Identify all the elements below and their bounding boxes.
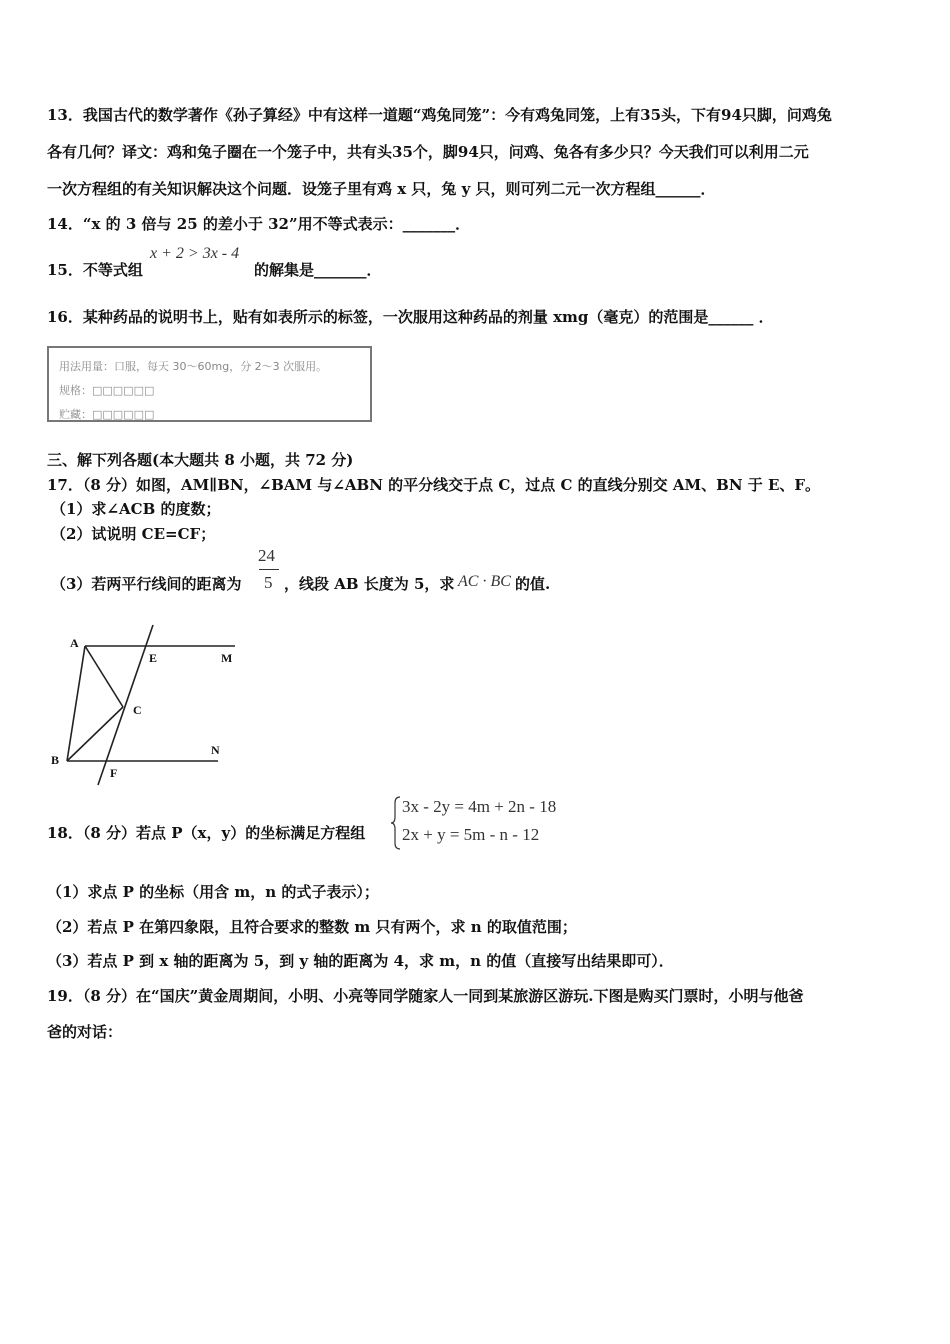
q13-line1: 13．我国古代的数学著作《孙子算经》中有这样一道题“鸡兔同笼”：今有鸡兔同笼，上有35头，下有94只脚，问鸡兔: [47, 106, 832, 124]
q17-ac-bc: AC · BC: [458, 573, 511, 590]
q19-line2: 爸的对话：: [47, 1023, 123, 1041]
label-storage: 贮藏：□□□□□□: [59, 408, 155, 421]
label-e: E: [149, 651, 158, 665]
q17-part2: （2）试说明 CE=CF；: [51, 525, 216, 543]
q17-part3-middle: ，线段 AB 长度为 5，求: [284, 575, 455, 593]
q17-part3-prefix: （3）若两平行线间的距离为: [51, 575, 242, 593]
label-m: M: [221, 651, 233, 665]
label-a: A: [70, 636, 79, 650]
segment-bc: [67, 707, 123, 761]
q13-line2: 各有几何？译文：鸡和兔子圈在一个笼子中，共有头35个，脚94只，问鸡、兔各有多少只？今天我们可以利用二元: [47, 143, 809, 161]
q18-stem: 18．（8 分）若点 P（x，y）的坐标满足方程组: [47, 824, 366, 842]
segment-ab: [67, 646, 85, 761]
q13-line3: 一次方程组的有关知识解决这个问题．设笼子里有鸡 x 只，兔 y 只，则可列二元一次方程组______．: [47, 180, 716, 198]
q14-text: 14．“x 的 3 倍与 25 的差小于 32”用不等式表示：_______．: [47, 215, 471, 233]
q17-part3-suffix: 的值.: [515, 575, 551, 593]
q18-part3: （3）若点 P 到 x 轴的距离为 5，到 y 轴的距离为 4，求 m，n 的值（直接写出结果即可）．: [47, 952, 674, 970]
q18-part2: （2）若点 P 在第四象限，且符合要求的整数 m 只有两个，求 n 的取值范围；: [47, 918, 577, 936]
label-spec: 规格：□□□□□□: [59, 384, 155, 397]
medicine-label: [47, 346, 372, 422]
q18-equation-1: 3x - 2y = 4m + 2n - 18: [402, 797, 557, 816]
label-n: N: [211, 743, 220, 757]
q17-stem: 17．（8 分）如图，AM∥BN，∠BAM 与∠ABN 的平分线交于点 C，过点 C 的直线分别交 AM、BN 于 E、F。: [47, 476, 821, 494]
q15-inequality: x + 2 > 3x - 4: [150, 245, 240, 262]
q18-part1: （1）求点 P 的坐标（用含 m，n 的式子表示）；: [47, 883, 379, 901]
label-usage: 用法用量：口服，每天 30～60mg，分 2～3 次服用。: [59, 360, 328, 373]
geometry-figure: [40, 620, 250, 790]
q16-text: 16．某种药品的说明书上，贴有如表所示的标签，一次服用这种药品的剂量 xmg（毫克）的范围是______ ．: [47, 308, 774, 326]
label-f: F: [110, 766, 118, 780]
q19-line1: 19．（8 分）在“国庆”黄金周期间，小明、小亮等同学随家人一同到某旅游区游玩.下图是购买门票时，小明与他爸: [47, 987, 804, 1005]
fraction-numerator: 24: [258, 546, 275, 565]
fraction-bar: [259, 569, 279, 570]
fraction-denominator: 5: [264, 573, 273, 592]
section3-heading: 三、解下列各题(本大题共 8 小题，共 72 分): [47, 451, 354, 469]
system-brace: [390, 795, 402, 851]
segment-ac: [85, 646, 123, 707]
label-c: C: [133, 703, 142, 717]
q15-prefix: 15．不等式组: [47, 261, 143, 279]
q15-suffix: 的解集是_______．: [254, 261, 382, 279]
q18-equation-2: 2x + y = 5m - n - 12: [402, 825, 540, 844]
q17-part1: （1）求∠ACB 的度数；: [51, 500, 221, 518]
label-b: B: [51, 753, 60, 767]
